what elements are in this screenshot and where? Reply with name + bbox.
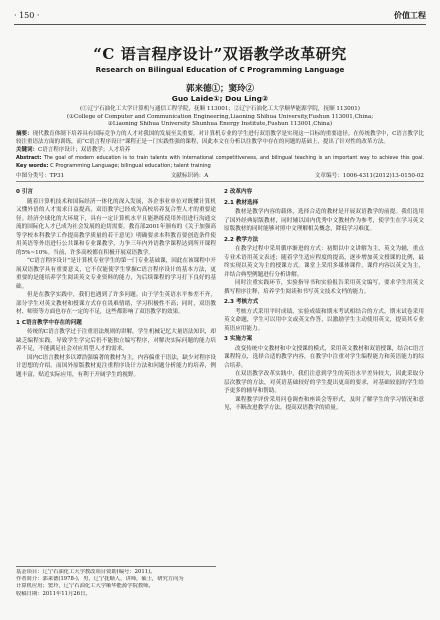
abstract-en-label: Abstract: [16,155,42,161]
affiliation-cn: (①辽宁石油化工大学计算机与通信工程学院，抚顺 113001；②辽宁石油化工大学顺华能源学院，抚顺 113001) [80,106,360,112]
abstract-cn-text: 现代教育体制下培养具有国际竞争力的人才对我国的发展至关重要，对计算机专业的学生进行双语教学是实现这一目标的重要途径。在传统教学中，C语言教学比较注重语法方面的训练，而“C语言程序设计”课程正是一门实践性强的课程，因此本文在分析以往教学中存在的问题的基础上，提出了针对性的改革方法。 [16,131,424,146]
body-paragraph: 同时注重实践环节，实验指导书和实验报告采用英文编写，要求学生用英文撰写程序注释，培养学生阅读和书写英文技术文档的能力。 [224,280,424,295]
affiliation-en-2: ②Liaoning Shihua University Shunhua Energy Institute,Fushun 113001,China) [107,121,333,127]
body-paragraph: 在教学过程中采用循序渐进的方式：初期以中文讲解为主，英文为辅，重点专业术语用英文表述；随着学生适应程度的提高，逐步增加英文授课的比例，最终实现以英文为主的授课方式。课堂上采用多媒体课件，课件内容以英文为主，并结合典型例题进行分析讲解。 [224,246,424,278]
classification-line [16,171,424,179]
abstract-en-text: The goal of modern education is to train talents with international competitiveness, and bilingual teaching is an important way to achieve this goal. [43,155,424,161]
footnote-author-2: 计算机应用；窦玲，辽宁石油化工大学顺华能源学院教师。 [16,583,154,590]
body-paragraph: 改变传统中文教材和中文授课的模式，采用英文教材和双语授课，结合C语言课程特点，选择合适的教学内容，在教学中注重对学生编程能力和英语能力的综合培养。 [224,345,424,369]
meta-divider [16,181,424,182]
page-number: · 150 · [14,10,40,20]
keywords-cn [16,146,424,154]
article-title-cn: “C 语言程序设计”双语教学改革研究 [93,45,347,63]
body-paragraph: 传统的C语言教学过于注重语法规则的讲解，学生机械记忆大量语法知识，却缺乏编程实践，导致学生学完后仍不能独立编写程序，对解决实际问题的能力培养不足，不能满足社会对应用型人才的需求。 [16,329,216,352]
keywords-en [16,162,424,170]
article-title-en: Research on Bilingual Education of C Programming Language [95,65,345,74]
authors-cn: 郭来德①；窦玲② [185,84,254,94]
article-number: 文章编号：1006-4311(2012)13-0150-02 [314,173,424,179]
body-paragraph: 教材是教学内容的载体，选择合适的教材是开展双语教学的前提。我们选用了国外经典原版教材，同时辅以国内优秀中文教材作为参考，使学生在学习英文原版教材的同时能够对照中文理解相关概念，降低学习难度。 [224,209,424,232]
body-paragraph: 但是在教学实践中，我们也遇到了许多问题。由于学生英语水平参差不齐，部分学生对英文教材和授课方式存在畏难情绪，学习积极性不高；同时，双语教材、师资等方面也存在一定的不足，这些都影响了双语教学的效果。 [16,292,216,315]
abstract-cn-label: 摘要： [16,131,33,137]
section-heading: 2.3 考核方式 [224,299,259,305]
section-heading: 2.2 教学方法 [224,236,259,243]
left-column [16,186,216,562]
journal-name: 价值工程 [394,9,426,20]
section-heading: 2.1 教材选择 [224,199,259,206]
body-paragraph: 国内C语言教材多以谭浩强编著的教材为主，内容偏重于语法，缺少对程序设计思想的介绍。而国外原版教材更注重程序设计方法和问题分析能力的培养，例题丰富，贴近实际应用，有利于开阔学生的视野。 [16,354,216,378]
body-paragraph: 课程教学评价采用问卷调查和座谈会等形式，及时了解学生的学习情况和意见，不断改进教学方法，提高双语教学的质量。 [224,396,424,411]
keywords-cn-text: C语言程序设计；双语教学；人才培养 [38,147,131,153]
document-code: 文献标识码：A [170,173,209,179]
section-heading: 2 改革内容 [224,189,253,195]
body-paragraph: “C语言程序设计”是计算机专业学生的第一门专业基础课，因此在该课程中开展双语教学具有重要意义，它不仅能使学生掌握C语言程序设计的基本方法，更重要的是能培养学生阅读英文专业资料的能力，为后续课程的学习打下良好的基础。 [16,258,216,290]
authors-en: Guo Laide①; Dou Ling② [171,94,269,103]
footnote-funding: 基金项目：辽宁石油化工大学教改项目资助(编号：2011)。 [16,569,156,575]
affiliation-en-1: (①College of Computer and Communication Engineering,Liaoning Shihua University,Fushun 113001,China; [66,114,374,120]
right-column [224,186,424,614]
section-heading: 3 实施方案 [224,336,253,342]
running-header [14,8,426,25]
footnote-received: 收稿日期：2011年11月26日。 [16,590,91,597]
keywords-cn-label: 关键词： [16,147,39,153]
body-paragraph: 随着计算机技术和国际经济一体化的深入发展，各企事业单位对既懂计算机又懂外语的人才需求日益提高，双语教学已经成为高校培养复合型人才的重要途径。经济全球化的大环境下，具有一定计算机水平且能熟练使用外语进行沟通交流的国际化人才已成为社会发展的迫切需要。教育部2001年颁布的《关于加强高等学校本科教学工作提高教学质量的若干意见》明确要求本科教育要创造条件使用英语等外语进行公共课和专业课教学，力争三年内外语教学课程达到所开课程的5%~10%。当前，许多高校都在积极开展双语教学。 [16,198,216,256]
footnotes [16,566,216,598]
section-heading: 1 C语言教学中存在的问题 [16,319,82,326]
section-heading: 0 引言 [16,189,34,195]
clc-number: 中图分类号：TP31 [16,173,65,179]
keywords-en-label: Key words: [16,163,49,169]
body-paragraph: 考核方式采用平时成绩、实验成绩和期末考试相结合的方式，期末试卷采用英文命题，学生可以用中文或英文作答，以激励学生主动使用英文，提高其专业英语应用能力。 [224,308,424,332]
footnote-author-1: 作者简介：郭来德(1978-)，男，辽宁抚顺人，讲师，硕士，研究方向为 [16,576,184,583]
body-paragraph: 在双语教学改革实践中，我们注意到学生的英语水平差异较大，因此采取分层次教学的方法，对英语基础较好的学生提出更高的要求，对基础较弱的学生给予更多的辅导和帮助。 [224,371,424,394]
abstract-cn [16,130,424,146]
keywords-en-text: C Programming Language; bilingual education; talent training [50,163,211,169]
abstract-en [16,154,424,162]
